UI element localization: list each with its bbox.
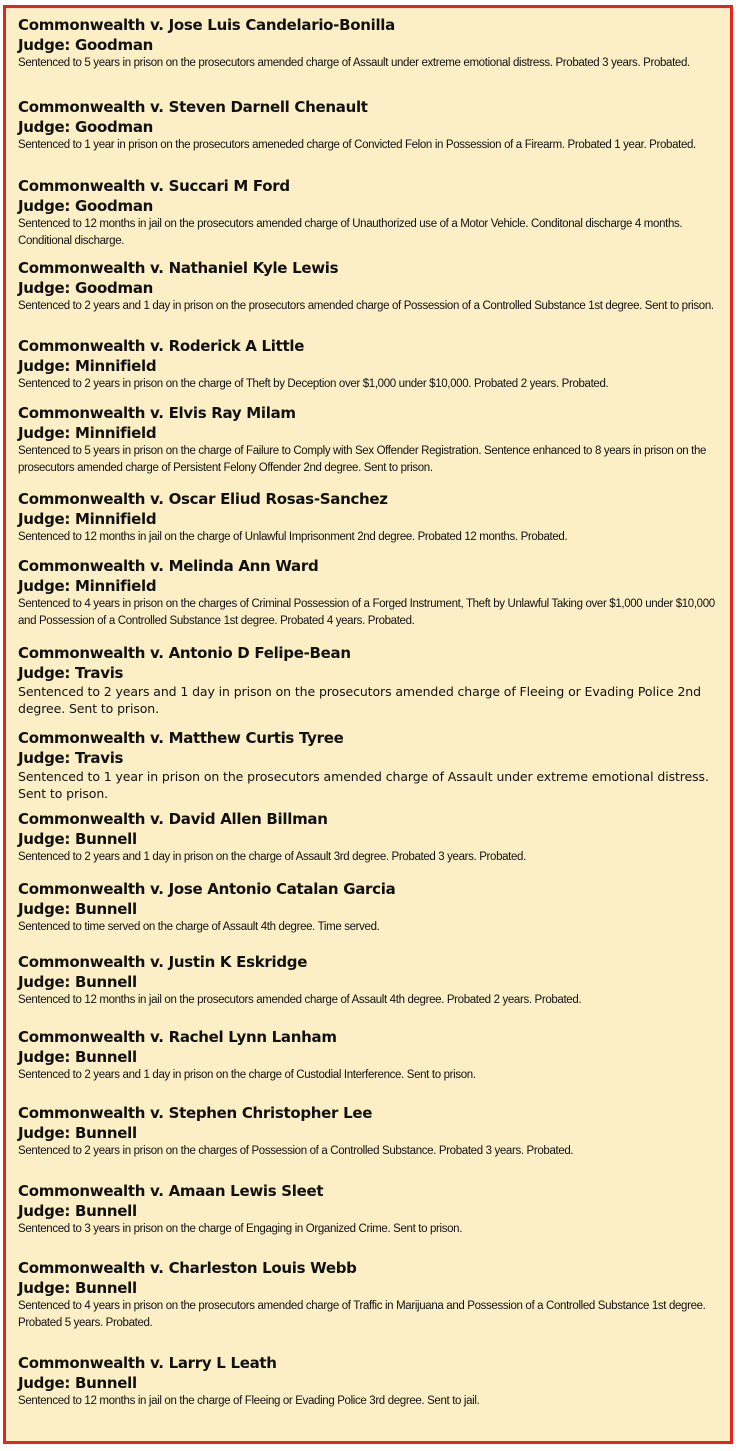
case-judge: Judge: Minnifield bbox=[18, 357, 157, 375]
case-sentence: Sentenced to 2 years in prison on the charges of Possession of a Controlled Substance. Probated 3 years. Probated. bbox=[18, 1145, 574, 1157]
case-entry bbox=[18, 1027, 724, 1084]
case-list-frame bbox=[3, 5, 733, 1444]
case-entry bbox=[18, 336, 724, 393]
case-title: Commonwealth v. Larry L Leath bbox=[18, 1354, 277, 1372]
case-sentence: Sentenced to 4 years in prison on the charges of Criminal Possession of a Forged Instrument, Theft by Unlawful Taking over $1,000 under $10,000 and Possession of a Controlled Substance 1st degree. Probated 4 years. Probated. bbox=[18, 598, 715, 627]
case-list bbox=[6, 8, 730, 1441]
case-sentence: Sentenced to 1 year in prison on the prosecutors amended charge of Assault under extreme emotional distress. Sent to prison. bbox=[18, 769, 709, 801]
case-sentence: Sentenced to 2 years and 1 day in prison on the charge of Assault 3rd degree. Probated 3 years. Probated. bbox=[18, 851, 526, 863]
case-judge: Judge: Bunnell bbox=[18, 1202, 137, 1220]
case-title: Commonwealth v. Nathaniel Kyle Lewis bbox=[18, 259, 339, 277]
case-judge: Judge: Bunnell bbox=[18, 1048, 137, 1066]
case-title: Commonwealth v. Antonio D Felipe-Bean bbox=[18, 644, 351, 662]
case-title: Commonwealth v. Jose Antonio Catalan Garcia bbox=[18, 880, 396, 898]
case-entry bbox=[18, 1181, 724, 1238]
case-sentence: Sentenced to 4 years in prison on the prosecutors amended charge of Traffic in Marijuana and Possession of a Controlled Substance 1st degree. Probated 5 years. Probated. bbox=[18, 1300, 706, 1329]
case-judge: Judge: Minnifield bbox=[18, 510, 157, 528]
case-sentence: Sentenced to 1 year in prison on the prosecutors ameneded charge of Convicted Felon in Possession of a Firearm. Probated 1 year. Probated. bbox=[18, 139, 696, 151]
case-title: Commonwealth v. Amaan Lewis Sleet bbox=[18, 1182, 324, 1200]
case-entry bbox=[18, 643, 724, 717]
case-judge: Judge: Travis bbox=[18, 664, 124, 682]
case-title: Commonwealth v. Melinda Ann Ward bbox=[18, 557, 319, 575]
case-judge: Judge: Bunnell bbox=[18, 1374, 137, 1392]
case-title: Commonwealth v. Succari M Ford bbox=[18, 177, 290, 195]
case-judge: Judge: Bunnell bbox=[18, 900, 137, 918]
case-sentence: Sentenced to 2 years in prison on the charge of Theft by Deception over $1,000 under $10,000. Probated 2 years. Probated. bbox=[18, 378, 609, 390]
case-judge: Judge: Goodman bbox=[18, 118, 154, 136]
case-judge: Judge: Goodman bbox=[18, 197, 154, 215]
case-judge: Judge: Bunnell bbox=[18, 1279, 137, 1297]
case-judge: Judge: Goodman bbox=[18, 279, 154, 297]
case-entry bbox=[18, 15, 724, 72]
case-judge: Judge: Goodman bbox=[18, 36, 154, 54]
case-title: Commonwealth v. Elvis Ray Milam bbox=[18, 404, 296, 422]
case-sentence: Sentenced to 3 years in prison on the charge of Engaging in Organized Crime. Sent to prison. bbox=[18, 1223, 463, 1235]
case-sentence: Sentenced to 5 years in prison on the prosecutors amended charge of Assault under extreme emotional distress. Probated 3 years. Probated. bbox=[18, 57, 690, 69]
case-sentence: Sentenced to 12 months in jail on the prosecutors amended charge of Assault 4th degree. Probated 2 years. Probated. bbox=[18, 994, 582, 1006]
case-entry bbox=[18, 176, 724, 250]
case-sentence: Sentenced to 2 years and 1 day in prison on the charge of Custodial Interference. Sent to prison. bbox=[18, 1069, 476, 1081]
case-entry bbox=[18, 556, 724, 630]
case-sentence: Sentenced to 2 years and 1 day in prison on the prosecutors amended charge of Possession of a Controlled Substance 1st degree. Sent to prison. bbox=[18, 300, 714, 312]
case-entry bbox=[18, 879, 724, 936]
case-entry bbox=[18, 258, 724, 315]
case-entry bbox=[18, 1258, 724, 1332]
case-title: Commonwealth v. Jose Luis Candelario-Bonilla bbox=[18, 16, 395, 34]
case-title: Commonwealth v. Rachel Lynn Lanham bbox=[18, 1028, 337, 1046]
case-sentence: Sentenced to 2 years and 1 day in prison on the prosecutors amended charge of Fleeing or Evading Police 2nd degree. Sent to prison. bbox=[18, 684, 701, 716]
case-title: Commonwealth v. Charleston Louis Webb bbox=[18, 1259, 357, 1277]
case-entry bbox=[18, 1353, 724, 1410]
case-judge: Judge: Travis bbox=[18, 749, 124, 767]
case-entry bbox=[18, 1103, 724, 1160]
case-judge: Judge: Minnifield bbox=[18, 577, 157, 595]
case-title: Commonwealth v. Stephen Christopher Lee bbox=[18, 1104, 373, 1122]
case-entry bbox=[18, 952, 724, 1009]
case-sentence: Sentenced to 12 months in jail on the prosecutors amended charge of Unauthorized use of a Motor Vehicle. Conditonal discharge 4 months. Conditional discharge. bbox=[18, 218, 683, 247]
case-entry bbox=[18, 728, 724, 802]
case-entry bbox=[18, 97, 724, 154]
case-judge: Judge: Bunnell bbox=[18, 830, 137, 848]
case-sentence: Sentenced to 12 months in jail on the charge of Unlawful Imprisonment 2nd degree. Probated 12 months. Probated. bbox=[18, 531, 568, 543]
case-title: Commonwealth v. Roderick A Little bbox=[18, 337, 305, 355]
case-title: Commonwealth v. Oscar Eliud Rosas-Sanchez bbox=[18, 490, 388, 508]
case-sentence: Sentenced to 5 years in prison on the charge of Failure to Comply with Sex Offender Registration. Sentence enhanced to 8 years in prison on the prosecutors amended charge of Persistent Felony Offender 2nd degree. Sent to prison. bbox=[18, 445, 707, 474]
case-title: Commonwealth v. Justin K Eskridge bbox=[18, 953, 308, 971]
case-entry bbox=[18, 403, 724, 477]
case-title: Commonwealth v. Matthew Curtis Tyree bbox=[18, 729, 344, 747]
case-sentence: Sentenced to 12 months in jail on the charge of Fleeing or Evading Police 3rd degree. Sent to jail. bbox=[18, 1395, 480, 1407]
case-entry bbox=[18, 489, 724, 546]
case-title: Commonwealth v. Steven Darnell Chenault bbox=[18, 98, 368, 116]
case-title: Commonwealth v. David Allen Billman bbox=[18, 810, 328, 828]
case-judge: Judge: Minnifield bbox=[18, 424, 157, 442]
case-judge: Judge: Bunnell bbox=[18, 1124, 137, 1142]
case-judge: Judge: Bunnell bbox=[18, 973, 137, 991]
case-entry bbox=[18, 809, 724, 866]
case-sentence: Sentenced to time served on the charge of Assault 4th degree. Time served. bbox=[18, 921, 380, 933]
